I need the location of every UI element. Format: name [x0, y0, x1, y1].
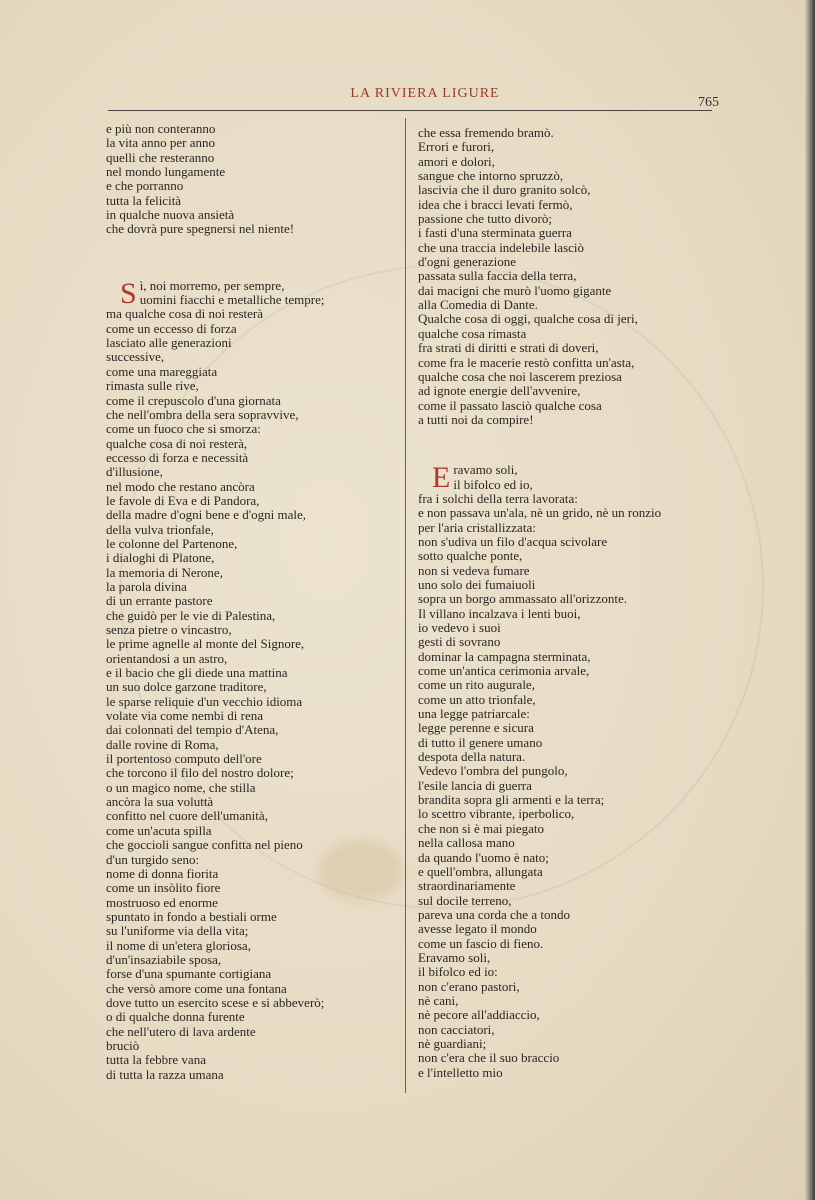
- verse-line: qualche cosa che noi lascerem preziosa: [418, 368, 622, 384]
- verse-line: ma qualche cosa di noi resterà: [106, 306, 264, 322]
- verse-line: che una traccia indelebile lasciò: [418, 239, 585, 255]
- verse-line: da quando l'uomo è nato;: [418, 849, 549, 865]
- verse-line: Qualche cosa di oggi, qualche cosa di jeri,: [418, 311, 638, 327]
- verse-line: che torcono il filo del nostro dolore;: [106, 765, 294, 781]
- verse-line: uno solo dei fumaiuoli: [418, 576, 536, 592]
- verse-line: non cacciatori,: [418, 1021, 495, 1037]
- verse-line: come un insòlito fiore: [106, 880, 221, 896]
- verse-line: sul docile terreno,: [418, 892, 512, 908]
- verse-line: come un'acuta spilla: [106, 822, 212, 838]
- verse-line: d'ogni generazione: [418, 254, 516, 270]
- verse-line: come un'antica cerimonia arvale,: [418, 663, 590, 679]
- verse-line: e più non conteranno: [106, 121, 216, 136]
- verse-line: della vulva trionfale,: [106, 521, 214, 537]
- verse-line: sangue che intorno spruzzò,: [418, 168, 564, 184]
- verse-line: avesse legato il mondo: [418, 921, 537, 937]
- verse-line: d'un'insaziabile sposa,: [106, 951, 222, 967]
- verse-line: che nell'utero di lava ardente: [106, 1023, 256, 1039]
- scan-edge: [805, 0, 815, 1200]
- verse-line: che non si è mai piegato: [418, 820, 544, 836]
- verse-line: il bifolco ed io,: [453, 476, 533, 492]
- verse-line: d'un turgido seno:: [106, 851, 200, 867]
- verse-line: un suo dolce garzone traditore,: [106, 679, 267, 695]
- verse-line: e il bacio che gli diede una mattina: [106, 665, 288, 681]
- verse-line: a tutti noi da compire!: [418, 411, 534, 427]
- verse-line: idea che i bracci levati fermò,: [418, 196, 573, 212]
- verse-line: Errori e furori,: [418, 139, 495, 155]
- verse-line: successive,: [106, 349, 165, 365]
- verse-line: il bifolco ed io:: [418, 964, 498, 980]
- verse-line: dai colonnati del tempio d'Atena,: [106, 722, 279, 738]
- verse-line: come un fascio di fieno.: [418, 935, 544, 951]
- verse-line: ancòra la sua voluttà: [106, 794, 214, 810]
- verse-line: spuntato in fondo a bestiali orme: [106, 908, 277, 924]
- verse-line: per l'aria cristallizzata:: [418, 519, 536, 535]
- verse-line: che guidò per le vie di Palestina,: [106, 607, 276, 623]
- verse-line: dalle rovine di Roma,: [106, 736, 219, 752]
- verse-line: rimasta sulle rive,: [106, 378, 199, 394]
- verse-line: brandita sopra gli armenti e la terra;: [418, 792, 605, 808]
- verse-line: qualche cosa di noi resterà,: [106, 435, 248, 451]
- verse-line: o un magico nome, che stilla: [106, 779, 256, 795]
- verse-line: tutta la felicità: [106, 192, 182, 208]
- verse-line: pareva una corda che a tondo: [418, 906, 570, 922]
- verse-line: nè pecore all'addiaccio,: [418, 1007, 540, 1023]
- verse-line: lasciato alle generazioni: [106, 335, 232, 351]
- verse-line: che nell'ombra della sera sopravvive,: [106, 406, 299, 422]
- verse-line: non c'era che il suo braccio: [418, 1050, 560, 1066]
- verse-line: come fra le macerie restò confitta un'asta,: [418, 354, 635, 370]
- verse-line: fra i solchi della terra lavorata:: [418, 490, 578, 506]
- right-stanza-2: [418, 463, 718, 1080]
- verse-line: i dialoghi di Platone,: [106, 550, 215, 566]
- verse-line: non si vedeva fumare: [418, 562, 530, 578]
- verse-line: e che porranno: [106, 178, 184, 194]
- verse-line: come un eccesso di forza: [106, 320, 237, 336]
- verse-line: come un rito augurale,: [418, 677, 535, 693]
- verse-line: che essa fremendo bramò.: [418, 125, 554, 140]
- verse-line: volate via come nembi di rena: [106, 708, 264, 724]
- verse-line: la memoria di Nerone,: [106, 564, 223, 580]
- right-stanza-1: [418, 126, 718, 427]
- drop-cap: E: [432, 461, 451, 495]
- verse-line: nome di donna fiorita: [106, 865, 219, 881]
- verse-line: ad ignote energie dell'avvenire,: [418, 383, 581, 399]
- verse-line: non s'udiva un filo d'acqua scivolare: [418, 533, 608, 549]
- verse-line: come un atto trionfale,: [418, 691, 536, 707]
- verse-line: eccesso di forza e necessità: [106, 449, 249, 465]
- column-divider: [405, 118, 406, 1093]
- verse-line: di un errante pastore: [106, 593, 213, 609]
- verse-line: le colonne del Partenone,: [106, 535, 238, 551]
- verse-line: despota della natura.: [418, 749, 526, 765]
- verse-line: le prime agnelle al monte del Signore,: [106, 636, 305, 652]
- verse-line: su l'uniforme via della vita;: [106, 923, 249, 939]
- verse-line: Eravamo soli,: [418, 949, 491, 965]
- verse-line: mostruoso ed enorme: [106, 894, 218, 910]
- verse-line: legge perenne e sicura: [418, 720, 534, 736]
- header-rule: [108, 110, 712, 111]
- verse-line: e l'intelletto mio: [418, 1064, 503, 1080]
- verse-line: straordinariamente: [418, 878, 516, 894]
- verse-line: che dovrà pure spegnersi nel niente!: [106, 221, 295, 237]
- verse-line: dove tutto un esercito scese e si abbeverò;: [106, 994, 325, 1010]
- verse-line: e non passava un'ala, nè un grido, nè un ronzio: [418, 505, 662, 521]
- verse-line: confitto nel cuore dell'umanità,: [106, 808, 268, 824]
- verse-line: orientandosi a un astro,: [106, 650, 228, 666]
- verse-line: come il passato lasciò qualche cosa: [418, 397, 602, 413]
- right-column: [418, 126, 718, 1080]
- verse-line: nè guardiani;: [418, 1035, 487, 1051]
- verse-line: sotto qualche ponte,: [418, 548, 523, 564]
- verse-line: Il villano incalzava i lenti buoi,: [418, 605, 581, 621]
- verse-line: d'illusione,: [106, 464, 163, 480]
- verse-line: della madre d'ogni bene e d'ogni male,: [106, 507, 306, 523]
- verse-line: passione che tutto divorò;: [418, 211, 552, 227]
- verse-line: le favole di Eva e di Pandora,: [106, 492, 260, 508]
- verse-line: qualche cosa rimasta: [418, 325, 527, 341]
- verse-line: come il crepuscolo d'una giornata: [106, 392, 281, 408]
- verse-line: alla Comedia di Dante.: [418, 297, 538, 313]
- verse-line: in qualche nuova ansietà: [106, 207, 235, 223]
- verse-line: io vedevo i suoi: [418, 620, 501, 635]
- verse-line: il portentoso computo dell'ore: [106, 751, 262, 767]
- verse-line: quelli che resteranno: [106, 149, 215, 165]
- running-header: LA RIVIERA LIGURE: [350, 86, 500, 101]
- drop-cap: S: [120, 276, 137, 310]
- verse-line: uomini fiacchi e metalliche tempre;: [139, 292, 325, 308]
- left-stanza-1: [106, 122, 396, 237]
- left-stanza-2: [106, 276, 396, 1082]
- verse-line: bruciò: [106, 1037, 140, 1053]
- verse-line-text: ravamo soli,: [453, 462, 518, 478]
- verse-line: il nome di un'etera gloriosa,: [106, 937, 251, 953]
- verse-line: dai macigni che murò l'uomo gigante: [418, 282, 612, 298]
- verse-line: passata sulla faccia della terra,: [418, 268, 577, 284]
- verse-line: dominar la campagna sterminata,: [418, 648, 591, 664]
- verse-line: fra strati di diritti e strati di doveri,: [418, 340, 599, 356]
- verse-line: l'esile lancia di guerra: [418, 777, 532, 793]
- verse-line: lo scettro vibrante, iperbolico,: [418, 806, 575, 822]
- verse-line: una legge patriarcale:: [418, 706, 530, 722]
- verse-line: nè cani,: [418, 992, 459, 1008]
- verse-line: come un fuoco che si smorza:: [106, 421, 261, 437]
- verse-line: o di qualche donna furente: [106, 1009, 245, 1025]
- verse-line: forse d'una spumante cortigiana: [106, 966, 272, 982]
- left-column: [106, 122, 396, 1082]
- verse-line: nella callosa mano: [418, 835, 515, 851]
- verse-line: amori e dolori,: [418, 153, 495, 169]
- verse-line: Vedevo l'ombra del pungolo,: [418, 763, 568, 779]
- verse-line: non c'erano pastori,: [418, 978, 520, 994]
- verse-line: di tutta la razza umana: [106, 1066, 224, 1082]
- verse-line: tutta la febbre vana: [106, 1052, 206, 1068]
- verse-line: senza pietre o vincastro,: [106, 622, 232, 637]
- verse-line: di tutto il genere umano: [418, 734, 543, 750]
- verse-line: che versò amore come una fontana: [106, 980, 287, 996]
- verse-line: che goccioli sangue confitta nel pieno: [106, 837, 303, 853]
- verse-line: la parola divina: [106, 578, 187, 594]
- verse-line-text: ì, noi morremo, per sempre,: [139, 277, 285, 293]
- verse-line: e quell'ombra, allungata: [418, 863, 543, 879]
- verse-line: gesti di sovrano: [418, 634, 501, 650]
- verse-line: nel modo che restano ancòra: [106, 478, 255, 494]
- verse-line: sopra un borgo ammassato all'orizzonte.: [418, 591, 627, 607]
- verse-line: come una mareggiata: [106, 363, 218, 379]
- verse-line: i fasti d'una sterminata guerra: [418, 225, 572, 241]
- verse-line: lascivia che il duro granito solcò,: [418, 182, 591, 198]
- verse-line: nel mondo lungamente: [106, 164, 226, 180]
- verse-line: la vita anno per anno: [106, 135, 216, 151]
- verse-line: le sparse reliquie d'un vecchio idioma: [106, 693, 303, 709]
- page-number: 765: [698, 95, 719, 110]
